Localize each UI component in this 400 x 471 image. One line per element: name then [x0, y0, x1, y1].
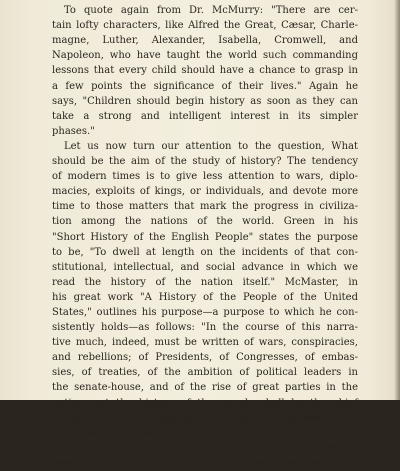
text-line: lessons that every child should have a chance to grasp in	[52, 65, 358, 77]
text-line: nation, yet the history of the people shall be the chief	[52, 397, 358, 409]
paragraph	[52, 139, 358, 471]
text-line: tive much, indeed, must be written of wars, conspiracies,	[52, 337, 358, 349]
text-line: tain lofty characters, like Alfred the Great, Cæsar, Charle-	[52, 20, 358, 32]
text-line: Napoleon, who have taught the world such commanding	[52, 50, 358, 62]
text-line: sistently holds—as follows: "In the course of this narra-	[52, 322, 358, 334]
text-line: a few points the significance of their lives." Again he	[52, 80, 358, 92]
paragraph	[52, 3, 358, 139]
text-line: Let us now turn our attention to the question, What	[64, 140, 358, 152]
text-line: phases."	[52, 125, 95, 137]
text-line: time to those matters that mark the progress in civiliza-	[52, 201, 358, 213]
text-line: and rebellions; of Presidents, of Congresses, of embas-	[52, 352, 358, 364]
text-line: take a strong and intelligent interest in its simpler	[52, 110, 358, 122]
text-line: should be the aim of the study of history? The tendency	[52, 156, 358, 168]
text-line: of modern times is to give less attention to wars, diplo-	[52, 171, 358, 183]
page-edge-shadow	[394, 0, 400, 400]
text-line: stitutional, intellectual, and social advance in which we	[52, 261, 358, 273]
text-line: macies, exploits of kings, or individuals, and devote more	[52, 186, 358, 198]
text-line: his great work "A History of the People of the United	[52, 291, 358, 303]
text-line: "Short History of the English People" states the purpose	[52, 231, 358, 243]
text-line: tion among the nations of the world. Green in his	[52, 216, 358, 228]
text-line: the America in which we live, it shall be my purpose to	[52, 442, 358, 454]
text-line: theme. At every stage of the splendid progress which	[52, 412, 358, 424]
text-line: magne, Luther, Alexander, Isabella, Cromwell, and	[52, 35, 358, 47]
page-text	[52, 0, 358, 471]
text-line: the senate-house, and of the rise of great parties in the	[52, 382, 358, 394]
text-line: To quote again from Dr. McMurry: "There are cer-	[64, 5, 358, 17]
text-line: separates the America of Washington and Adams from	[52, 427, 358, 439]
text-line: read the history of the nation itself." McMaster, in	[52, 276, 358, 288]
text-line: sies, of treaties, of the ambition of political leaders in	[52, 367, 358, 379]
text-line: describe the dress, the occupations, the amusements, the	[52, 457, 358, 469]
text-line: to be, "To dwell at length on the incidents of that con-	[52, 246, 358, 258]
text-line: says, "Children should begin history as soon as they can	[52, 95, 358, 107]
text-line: States," outlines his purpose—a purpose to which he con-	[52, 306, 358, 318]
